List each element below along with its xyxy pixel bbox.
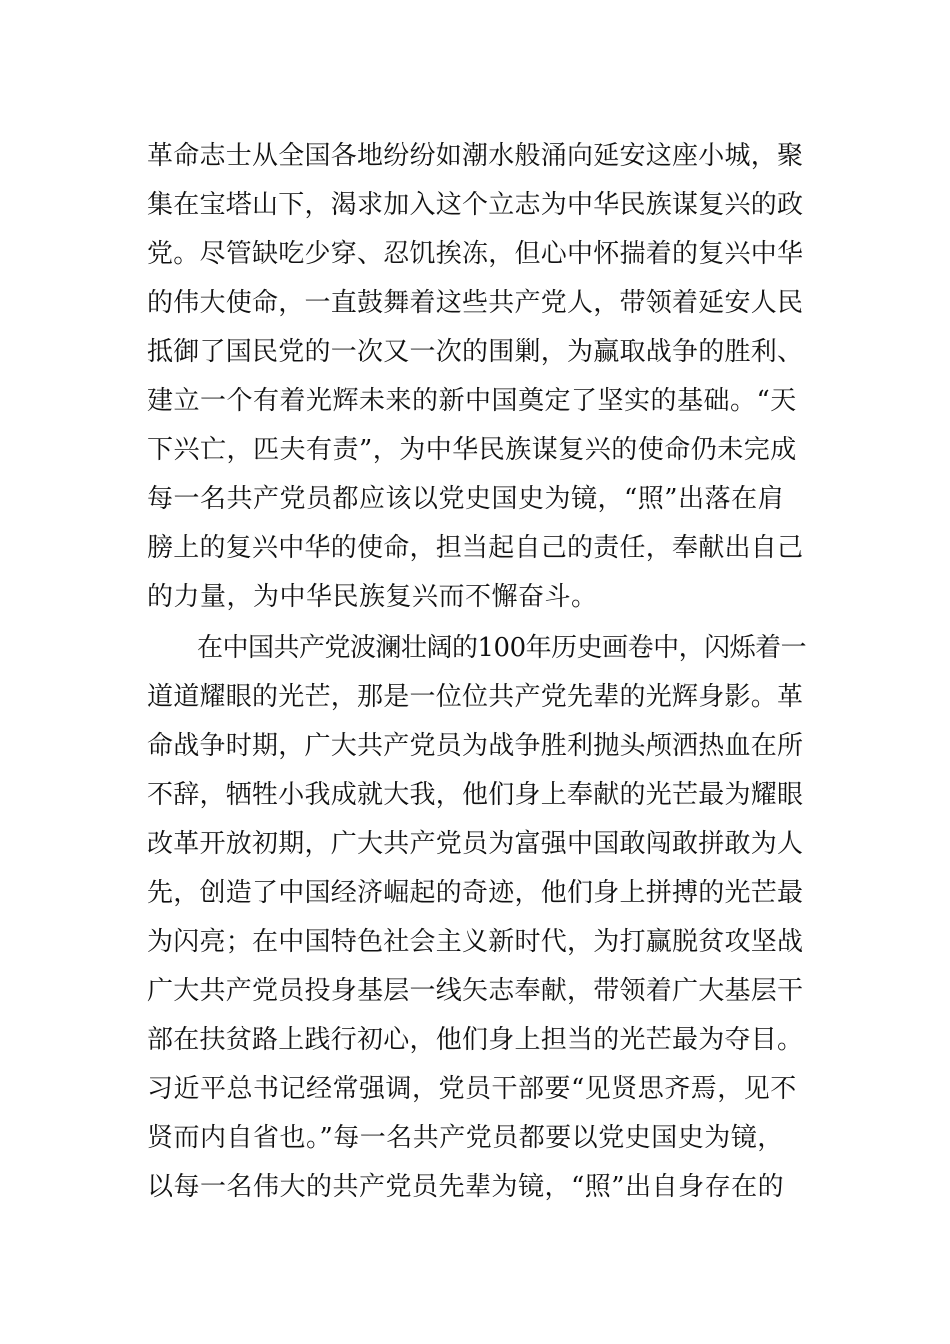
text-line: 道道耀眼的光芒，那是一位位共产党先辈的光辉身影。革 xyxy=(147,682,804,712)
text-line: 以每一名伟大的共产党员先辈为镜，“照”出自身存在的 xyxy=(147,1172,785,1202)
text-line: 贤而内自省也。”每一名共产党员都要以党史国史为镜， xyxy=(147,1123,784,1153)
text-line: 党。尽管缺吃少穿、忍饥挨冻，但心中怀揣着的复兴中华 xyxy=(147,239,804,269)
text-line: 为闪亮；在中国特色社会主义新时代，为打赢脱贫攻坚战 xyxy=(147,927,804,957)
text-line: 命战争时期，广大共产党员为战争胜利抛头颅洒热血在所 xyxy=(147,731,804,761)
text-line: 膀上的复兴中华的使命，担当起自己的责任，奉献出自己 xyxy=(147,533,804,563)
text-line: 革命志士从全国各地纷纷如潮水般涌向延安这座小城，聚 xyxy=(147,141,804,171)
paragraph-first-line: 在中国共产党波澜壮阔的100年历史画卷中，闪烁着一 xyxy=(197,633,807,663)
text-line: 先，创造了中国经济崛起的奇迹，他们身上拼搏的光芒最 xyxy=(147,878,804,908)
text-line: 的伟大使命，一直鼓舞着这些共产党人，带领着延安人民 xyxy=(147,288,804,318)
text-line: 集在宝塔山下，渴求加入这个立志为中华民族谋复兴的政 xyxy=(147,190,804,220)
text-line: 广大共产党员投身基层一线矢志奉献，带领着广大基层干 xyxy=(147,976,804,1006)
text-line: 下兴亡，匹夫有责”，为中华民族谋复兴的使命仍未完成 xyxy=(147,435,797,465)
text-line: 的力量，为中华民族复兴而不懈奋斗。 xyxy=(147,582,598,612)
text-line: 抵御了国民党的一次又一次的围剿，为赢取战争的胜利、 xyxy=(147,337,804,367)
text-line: 改革开放初期，广大共产党员为富强中国敢闯敢拼敢为人 xyxy=(147,829,804,859)
text-line: 习近平总书记经常强调，党员干部要“见贤思齐焉，见不 xyxy=(147,1074,797,1104)
text-line: 建立一个有着光辉未来的新中国奠定了坚实的基础。“天 xyxy=(147,386,797,416)
text-line: 部在扶贫路上践行初心，他们身上担当的光芒最为夺目。 xyxy=(147,1025,804,1055)
text-line: 每一名共产党员都应该以党史国史为镜，“照”出落在肩 xyxy=(147,484,785,514)
text-line: 不辞，牺牲小我成就大我，他们身上奉献的光芒最为耀眼 xyxy=(147,780,804,810)
